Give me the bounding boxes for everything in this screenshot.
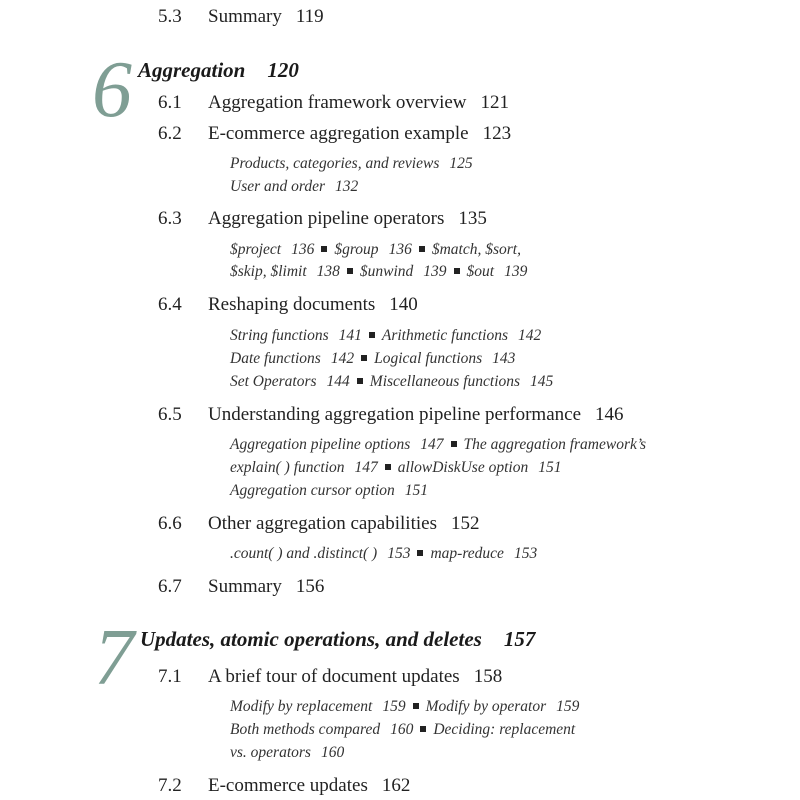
subsection-page: 160: [320, 744, 345, 761]
section-title: Summary: [208, 6, 282, 27]
subsection-title: Deciding: replacement: [433, 721, 576, 738]
subsection-title: $match, $sort,: [431, 241, 521, 258]
section-title: Aggregation framework overview: [208, 92, 467, 113]
subsection-line: [230, 350, 515, 368]
section-title: Other aggregation capabilities: [208, 513, 437, 534]
section-page: 156: [295, 576, 325, 597]
subsection-page: 159: [556, 698, 580, 715]
subsection-title: $unwind: [359, 263, 414, 280]
subsection-page: 139: [504, 263, 528, 280]
subsection-page: 160: [390, 721, 414, 738]
subsection-line: [230, 698, 579, 716]
subsection-page: 153: [387, 545, 411, 562]
section-title: E-commerce updates: [208, 775, 368, 796]
subsection-title: Products, categories, and reviews: [230, 155, 440, 172]
bullet-separator-icon: [347, 268, 353, 274]
bullet-separator-icon: [321, 246, 327, 252]
section-page: 135: [458, 208, 487, 229]
bullet-separator-icon: [369, 332, 375, 338]
bullet-separator-icon: [419, 246, 425, 252]
section-number: 6.2: [158, 123, 182, 144]
bullet-separator-icon: [385, 464, 391, 470]
bullet-separator-icon: [454, 268, 460, 274]
toc-section-7-1: [158, 666, 758, 690]
section-title: A brief tour of document updates: [208, 666, 460, 687]
subsection-page: 138: [316, 263, 340, 280]
chapter-title-7: [140, 627, 535, 652]
bullet-separator-icon: [357, 378, 363, 384]
subsection-title: .count( ) and .distinct( ): [230, 545, 378, 562]
subsection-page: 147: [420, 436, 444, 453]
section-page: 123: [482, 123, 512, 144]
subsection-title: Aggregation cursor option: [230, 482, 395, 499]
section-title: E-commerce aggregation example: [208, 123, 469, 144]
section-page: 121: [480, 92, 510, 113]
subsection-title: Aggregation pipeline options: [230, 436, 411, 453]
section-number: 6.7: [158, 576, 182, 597]
subsection-page: 143: [492, 350, 516, 367]
chapter-number-6: 6: [92, 46, 132, 134]
toc-section-6-7: [158, 576, 758, 600]
toc-section-6-4: [158, 294, 758, 318]
section-page: 146: [595, 404, 624, 425]
subsection-line: [230, 545, 537, 563]
subsection-title: $group: [334, 241, 379, 258]
subsection-page: 141: [338, 327, 362, 344]
subsection-page: 153: [513, 545, 538, 562]
chapter-title-6: [138, 58, 299, 83]
subsection-title: Set Operators: [230, 373, 317, 390]
subsection-line: [230, 263, 527, 281]
section-number: 6.6: [158, 513, 182, 534]
subsection-title: User and order: [230, 178, 326, 195]
subsection-title: Modify by replacement: [230, 698, 373, 715]
bullet-separator-icon: [417, 550, 423, 556]
section-page: 152: [450, 513, 480, 534]
bullet-separator-icon: [420, 726, 426, 732]
section-page: 162: [381, 775, 411, 796]
subsection-line: [230, 155, 473, 173]
subsection-title: String functions: [230, 327, 329, 344]
section-number: 7.1: [158, 666, 182, 687]
section-title: Summary: [208, 576, 282, 597]
subsection-title: Date functions: [230, 350, 321, 367]
subsection-line: [230, 241, 521, 259]
section-page: 158: [473, 666, 503, 687]
toc-section-6-5: [158, 404, 778, 428]
section-page: 140: [389, 294, 418, 315]
toc-section-6-3: [158, 208, 758, 232]
section-title: Aggregation pipeline operators: [208, 208, 445, 229]
bullet-separator-icon: [451, 441, 457, 447]
chapter-page: 157: [503, 627, 536, 651]
subsection-line: [230, 178, 358, 196]
subsection-title: Miscellaneous functions: [369, 373, 521, 390]
section-title: Reshaping documents: [208, 294, 376, 315]
subsection-page: 125: [449, 155, 473, 172]
subsection-line: [230, 373, 553, 391]
subsection-page: 151: [538, 459, 562, 476]
subsection-line: [230, 744, 344, 762]
subsection-title: allowDiskUse option: [397, 459, 529, 476]
subsection-title: $skip, $limit: [230, 263, 307, 280]
subsection-title: explain( ) function: [230, 459, 345, 476]
subsection-page: 159: [382, 698, 406, 715]
chapter-page: 120: [267, 58, 299, 82]
chapter-title: Updates, atomic operations, and deletes: [140, 627, 482, 651]
subsection-page: 142: [518, 327, 542, 344]
toc-section-6-1: [158, 92, 758, 116]
subsection-title: vs. operators: [230, 744, 311, 761]
subsection-title: $project: [230, 241, 282, 258]
toc-section-7-2: [158, 775, 758, 799]
bullet-separator-icon: [361, 355, 367, 361]
subsection-page: 144: [326, 373, 350, 390]
section-number: 6.1: [158, 92, 182, 113]
subsection-page: 142: [330, 350, 355, 367]
section-title: Understanding aggregation pipeline performance: [208, 404, 581, 425]
subsection-page: 139: [423, 263, 447, 280]
subsection-line: [230, 327, 541, 345]
subsection-page: 145: [530, 373, 554, 390]
subsection-line: [230, 436, 646, 454]
section-page: 119: [295, 6, 324, 27]
section-number: 6.3: [158, 208, 182, 229]
chapter-title: Aggregation: [138, 58, 246, 82]
subsection-line: [230, 482, 428, 500]
section-number: 7.2: [158, 775, 182, 796]
subsection-line: [230, 459, 561, 477]
chapter-number-7: 7: [94, 614, 134, 702]
subsection-title: Modify by operator: [425, 698, 547, 715]
subsection-title: map-reduce: [430, 545, 504, 562]
subsection-title: The aggregation framework’s: [463, 436, 647, 453]
toc-section-6-2: [158, 123, 758, 147]
section-number: 6.5: [158, 404, 182, 425]
subsection-title: Logical functions: [374, 350, 483, 367]
section-number: 5.3: [158, 6, 182, 27]
toc-section-6-6: [158, 513, 758, 537]
subsection-page: 151: [404, 482, 429, 499]
bullet-separator-icon: [413, 703, 419, 709]
subsection-page: 136: [388, 241, 412, 258]
subsection-title: Arithmetic functions: [381, 327, 508, 344]
subsection-title: Both methods compared: [230, 721, 381, 738]
toc-section-5-3: [158, 6, 758, 30]
subsection-page: 147: [354, 459, 378, 476]
subsection-page: 136: [291, 241, 315, 258]
subsection-line: [230, 721, 575, 739]
subsection-title: $out: [466, 263, 495, 280]
section-number: 6.4: [158, 294, 182, 315]
subsection-page: 132: [335, 178, 359, 195]
